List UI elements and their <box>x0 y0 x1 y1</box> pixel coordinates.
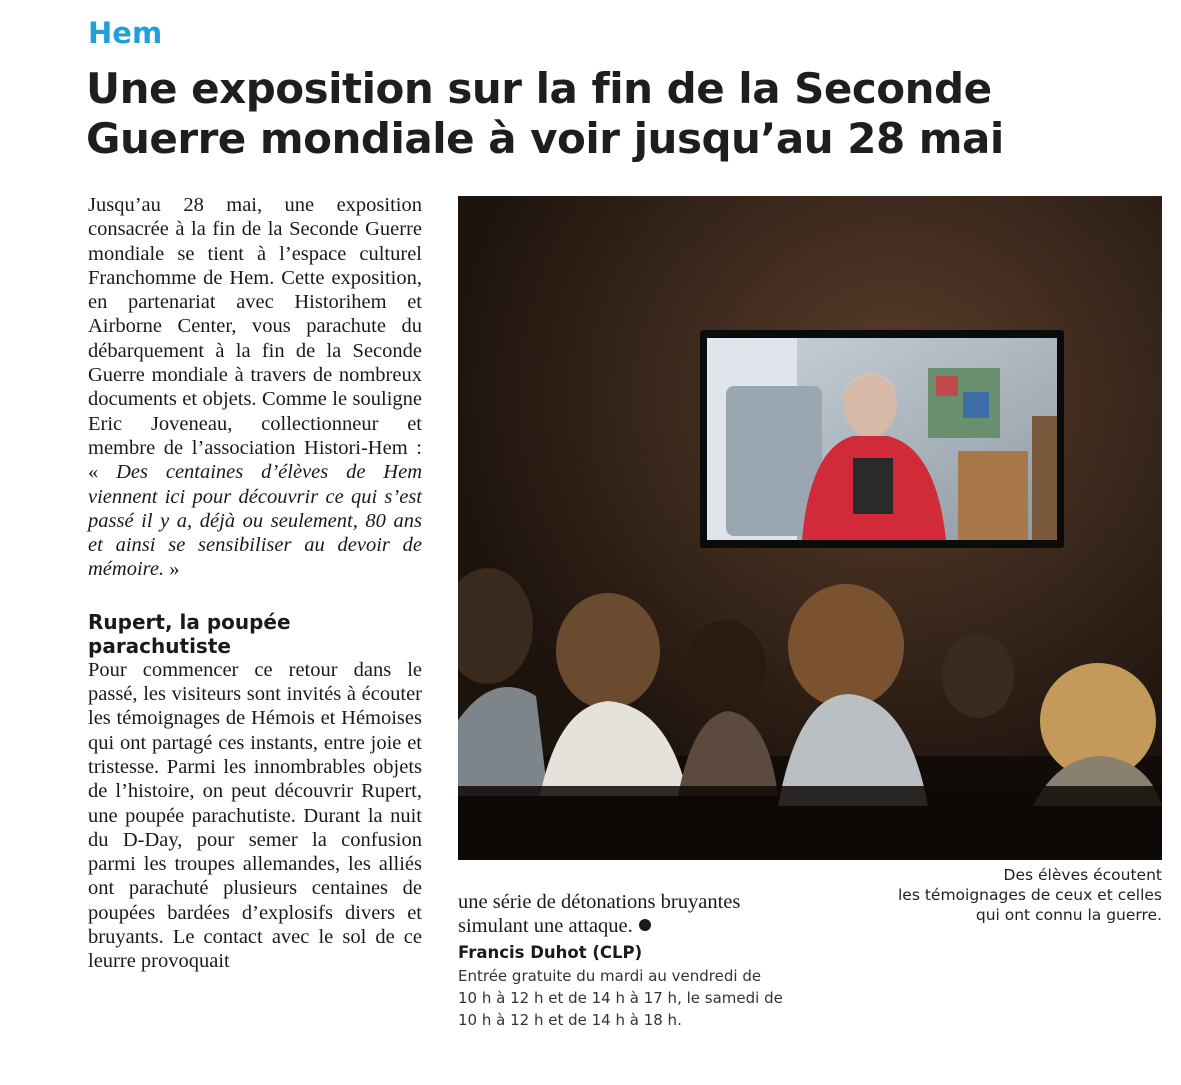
info-line: Entrée gratuite du mardi au vendredi de <box>458 966 762 985</box>
intro-quote: Des centaines d’élèves de Hem viennent ici pour découvrir ce qui s’est passé il y a, déjà ou seulement, 80 ans et ainsi se sensibiliser au devoir de mémoire. <box>88 461 423 581</box>
info-line: 10 h à 12 h et de 14 h à 17 h, le samedi de <box>458 988 783 1007</box>
section-kicker: Hem <box>88 16 163 50</box>
end-bullet-icon <box>639 919 651 931</box>
intro-paragraph <box>88 193 422 582</box>
photo-caption <box>802 865 1162 925</box>
body-text-mid: une série de détonations bruyantes simulant une attaque. <box>458 891 741 938</box>
intro-text: Jusqu’au 28 mai, une exposition consacrée à la fin de la Seconde Guerre mondiale se tient à l’espace culturel Franchomme de Hem. Cette exposition, en partenariat avec Historihem et Airborne Center, vous parachute du débarquement à la fin de la Seconde Guerre mondiale à travers de nombreux documents et objets. Comme le souligne Eric Joveneau, collectionneur et membre de l’association Histori-Hem : « <box>88 194 422 484</box>
body-paragraph-left: Pour commencer ce retour dans le passé, les visiteurs sont invités à écouter les témoignages de Hémois et Hémoises qui ont partagé ces instants, entre joie et tristesse. Parmi les innombrables objets de l’histoire, on peut découvrir Rupert, une poupée parachutiste. Durant la nuit du D-Day, pour semer la confusion parmi les troupes allemandes, les alliés ont parachuté plusieurs centaines de poupées bardées d’explosifs divers et bruyants. Le contact avec le sol de ce leurre provoquait <box>88 658 422 973</box>
practical-info <box>458 965 798 1031</box>
body-paragraph-mid <box>458 890 798 939</box>
left-column <box>88 193 422 974</box>
article-photo <box>458 196 1162 860</box>
subheading: Rupert, la poupée parachutiste <box>88 609 291 658</box>
caption-line: les témoignages de ceux et celles <box>898 886 1162 904</box>
caption-line: qui ont connu la guerre. <box>975 906 1162 924</box>
intro-quote-close: » <box>164 558 180 581</box>
info-line: 10 h à 12 h et de 14 h à 18 h. <box>458 1010 682 1029</box>
classroom-photo-illustration <box>458 196 1162 860</box>
article-headline: Une exposition sur la fin de la Seconde Guerre mondiale à voir jusqu’au 28 mai <box>86 64 1004 163</box>
middle-column <box>458 890 798 1031</box>
byline: Francis Duhot (CLP) <box>458 942 643 962</box>
caption-line: Des élèves écoutent <box>1003 866 1162 884</box>
